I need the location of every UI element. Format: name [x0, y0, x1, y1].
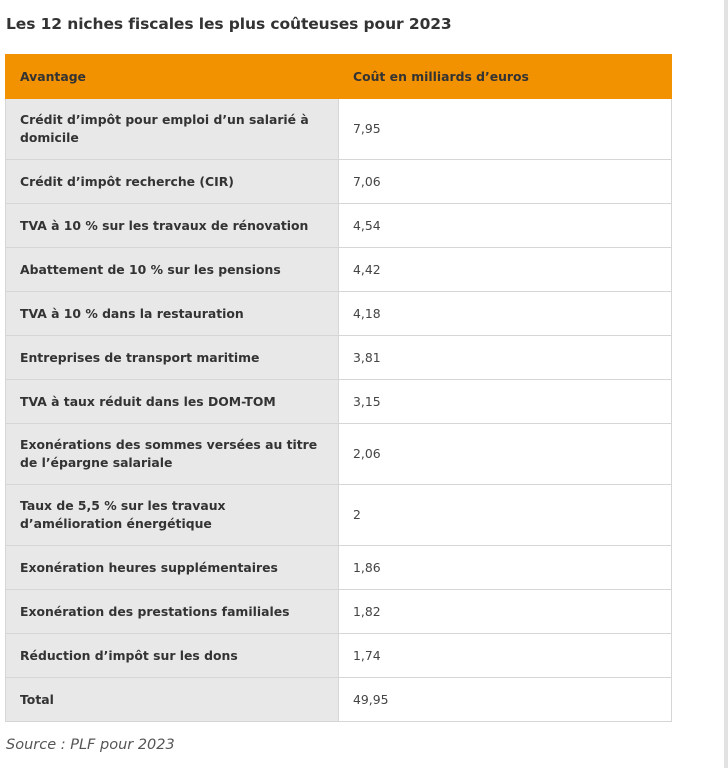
table-row — [6, 634, 672, 678]
row-value: 4,54 — [339, 204, 672, 248]
row-value: 1,86 — [339, 546, 672, 590]
row-label: Exonération des prestations familiales — [6, 590, 339, 634]
row-value: 1,74 — [339, 634, 672, 678]
header-advantage: Avantage — [6, 55, 339, 99]
table-row — [6, 590, 672, 634]
table-row — [6, 380, 672, 424]
row-label: TVA à 10 % sur les travaux de rénovation — [6, 204, 339, 248]
table-row — [6, 248, 672, 292]
table-row — [6, 546, 672, 590]
header-cost: Coût en milliards d’euros — [339, 55, 672, 99]
row-value: 7,95 — [339, 99, 672, 160]
row-value: 2,06 — [339, 424, 672, 485]
row-value: 7,06 — [339, 160, 672, 204]
row-label: Taux de 5,5 % sur les travaux d’amélioration énergétique — [6, 485, 339, 546]
table-header-row — [6, 55, 672, 99]
table-row — [6, 292, 672, 336]
table-row-total — [6, 678, 672, 722]
row-value: 4,42 — [339, 248, 672, 292]
source-note: Source : PLF pour 2023 — [6, 737, 175, 753]
row-label: Entreprises de transport maritime — [6, 336, 339, 380]
row-label: TVA à 10 % dans la restauration — [6, 292, 339, 336]
row-value: 3,15 — [339, 380, 672, 424]
table-row — [6, 204, 672, 248]
table-row — [6, 99, 672, 160]
row-label: Exonération heures supplémentaires — [6, 546, 339, 590]
page-right-border — [724, 0, 728, 768]
tax-niches-table — [5, 54, 672, 722]
total-label: Total — [6, 678, 339, 722]
row-value: 1,82 — [339, 590, 672, 634]
total-value: 49,95 — [339, 678, 672, 722]
row-label: Crédit d’impôt recherche (CIR) — [6, 160, 339, 204]
row-label: Abattement de 10 % sur les pensions — [6, 248, 339, 292]
row-label: Exonérations des sommes versées au titre de l’épargne salariale — [6, 424, 339, 485]
table-row — [6, 424, 672, 485]
table-row — [6, 485, 672, 546]
row-value: 2 — [339, 485, 672, 546]
row-label: Réduction d’impôt sur les dons — [6, 634, 339, 678]
table-row — [6, 160, 672, 204]
row-label: TVA à taux réduit dans les DOM-TOM — [6, 380, 339, 424]
table-row — [6, 336, 672, 380]
row-label: Crédit d’impôt pour emploi d’un salarié à domicile — [6, 99, 339, 160]
page-title: Les 12 niches fiscales les plus coûteuses pour 2023 — [6, 15, 452, 33]
row-value: 4,18 — [339, 292, 672, 336]
row-value: 3,81 — [339, 336, 672, 380]
